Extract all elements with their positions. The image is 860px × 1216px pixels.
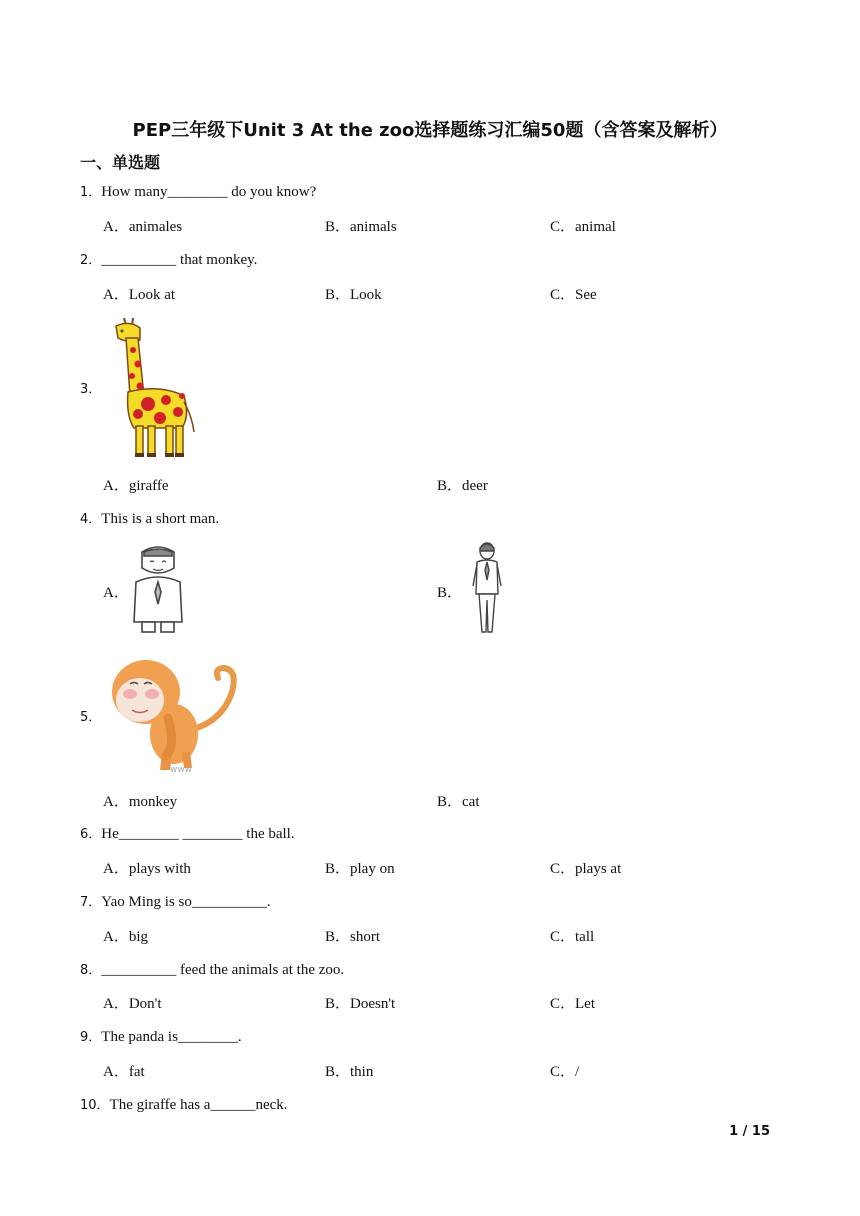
question-stem: The giraffe has a______neck. — [109, 1097, 288, 1113]
question-9 — [80, 1026, 242, 1046]
q9-option-a[interactable]: A．fat — [103, 1064, 145, 1080]
page-title: PEP三年级下Unit 3 At the zoo选择题练习汇编50题（含答案及解析） — [132, 120, 728, 141]
q5-option-a[interactable]: A．monkey — [103, 794, 178, 810]
q6-option-b[interactable]: B．play on — [325, 861, 395, 877]
q8-option-c[interactable]: C．Let — [550, 996, 595, 1012]
question-10 — [80, 1094, 288, 1114]
tall-man-picture[interactable] — [468, 540, 506, 638]
svg-text:www: www — [170, 765, 193, 775]
question-stem: __________ that monkey. — [101, 252, 258, 268]
question-number: 1． — [80, 185, 102, 200]
question-6 — [80, 823, 295, 843]
question-number: 4． — [80, 512, 102, 527]
q4-option-b[interactable]: B． — [437, 585, 463, 601]
monkey-picture — [102, 652, 244, 776]
question-number: 10． — [80, 1098, 110, 1113]
q7-option-b[interactable]: B．short — [325, 929, 381, 945]
short-man-picture[interactable] — [128, 542, 188, 637]
question-7 — [80, 891, 271, 911]
q9-option-c[interactable]: C．/ — [550, 1064, 580, 1080]
question-number: 2． — [80, 253, 102, 268]
question-number: 5． — [80, 710, 102, 725]
question-number: 9． — [80, 1030, 102, 1045]
giraffe-picture — [100, 316, 202, 461]
q2-option-b[interactable]: B．Look — [325, 287, 382, 303]
q1-option-a[interactable]: A．animales — [103, 219, 183, 235]
q2-option-c[interactable]: C．See — [550, 287, 597, 303]
q8-option-b[interactable]: B．Doesn't — [325, 996, 396, 1012]
q1-option-c[interactable]: C．animal — [550, 219, 616, 235]
question-3 — [80, 378, 101, 398]
q6-option-c[interactable]: C．plays at — [550, 861, 622, 877]
question-number: 6． — [80, 827, 102, 842]
question-number: 8． — [80, 963, 102, 978]
q3-option-a[interactable]: A．giraffe — [103, 478, 169, 494]
question-stem: The panda is________. — [101, 1029, 242, 1045]
question-4 — [80, 508, 219, 528]
question-2 — [80, 249, 257, 269]
question-8 — [80, 959, 344, 979]
q7-option-a[interactable]: A．big — [103, 929, 149, 945]
question-number: 7． — [80, 895, 102, 910]
q5-option-b[interactable]: B．cat — [437, 794, 480, 810]
page-number: 1 / 15 — [729, 1124, 770, 1139]
question-number: 3． — [80, 382, 102, 397]
question-stem: __________ feed the animals at the zoo. — [101, 962, 345, 978]
q6-option-a[interactable]: A．plays with — [103, 861, 191, 877]
q8-option-a[interactable]: A．Don't — [103, 996, 162, 1012]
q7-option-c[interactable]: C．tall — [550, 929, 595, 945]
q9-option-b[interactable]: B．thin — [325, 1064, 374, 1080]
question-stem: He________ ________ the ball. — [101, 826, 295, 842]
question-stem: Yao Ming is so__________. — [101, 894, 271, 910]
question-stem: This is a short man. — [101, 511, 220, 527]
q4-option-a[interactable]: A． — [103, 585, 129, 601]
section-heading: 一、单选题 — [80, 153, 161, 172]
q2-option-a[interactable]: A．Look at — [103, 287, 176, 303]
q1-option-b[interactable]: B．animals — [325, 219, 397, 235]
question-5 — [80, 706, 101, 726]
question-stem: How many________ do you know? — [101, 184, 317, 200]
question-1 — [80, 181, 316, 201]
q3-option-b[interactable]: B．deer — [437, 478, 488, 494]
